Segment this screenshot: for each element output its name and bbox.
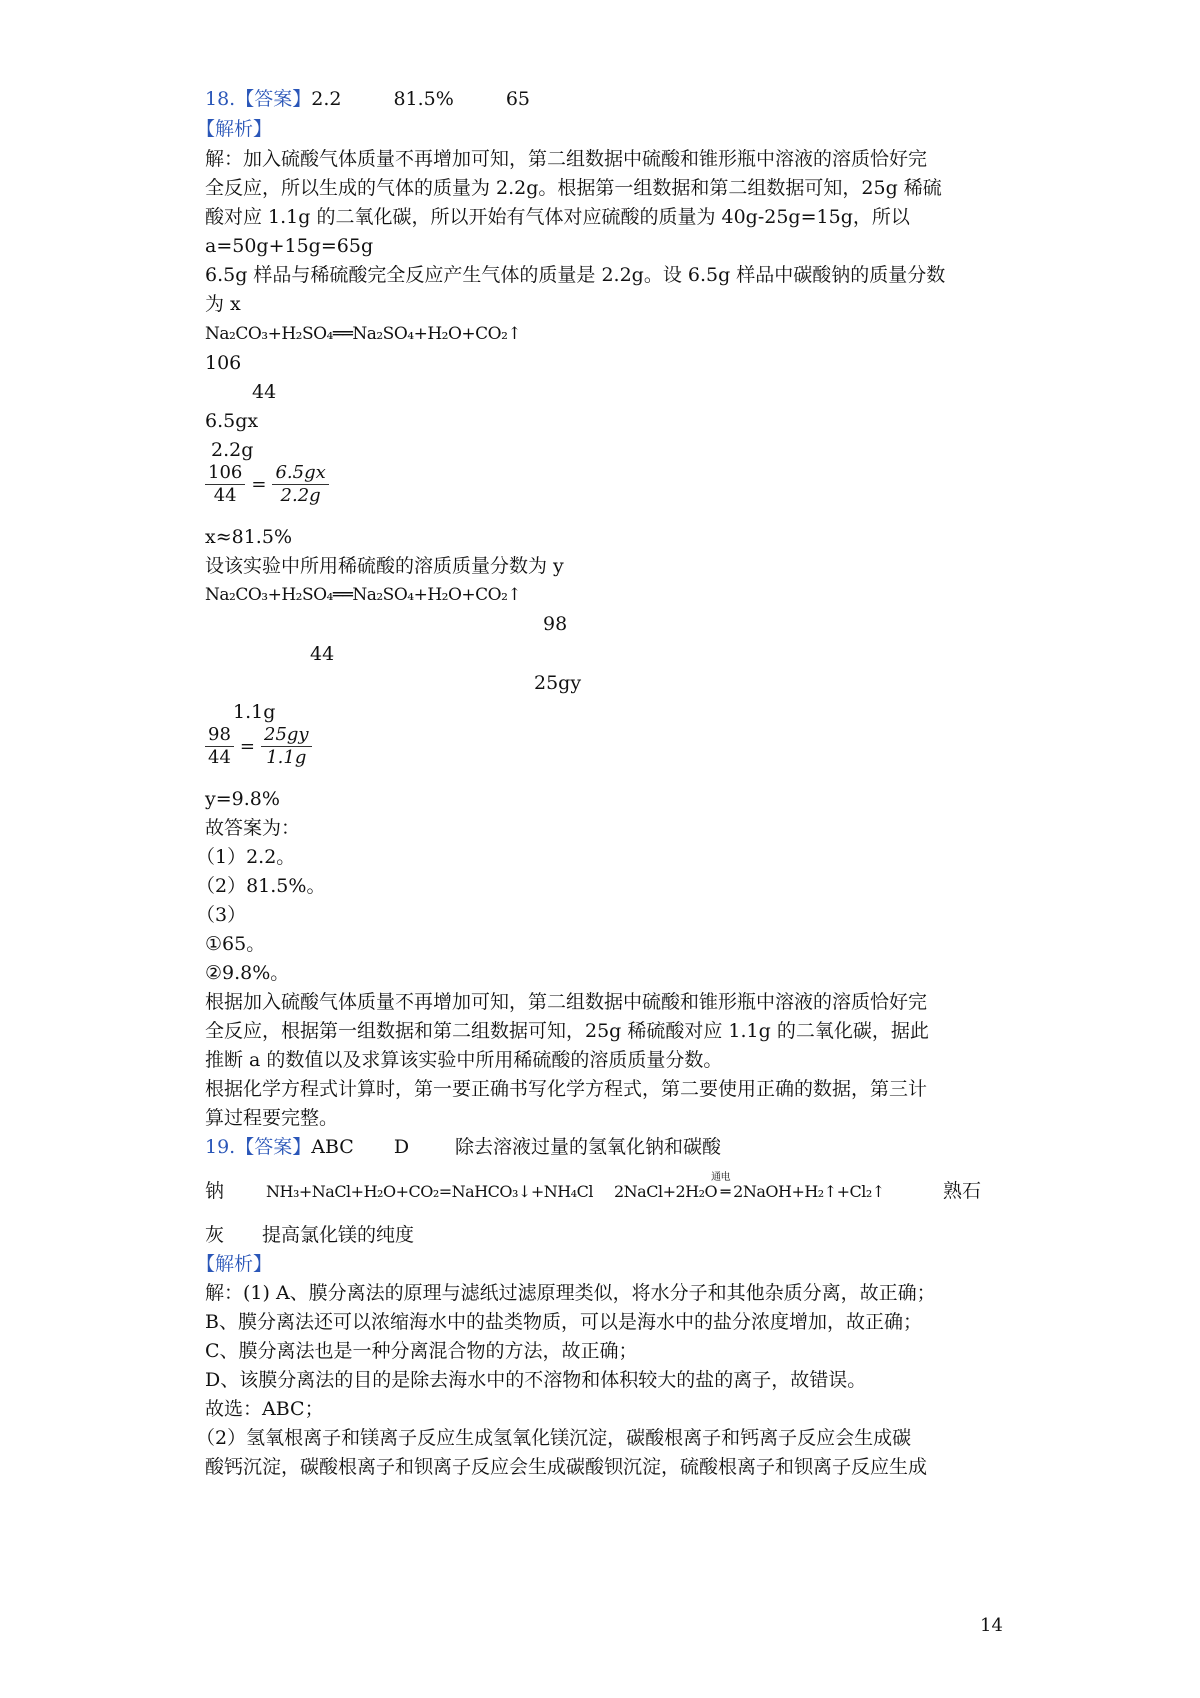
q19-a3: C、膜分离法也是一种分离混合物的方法，故正确； [205,1340,638,1362]
q19-ans-3-cont: 钠 [205,1180,225,1202]
eq2-rhs: Na₂SO₄+H₂O+CO₂↑ [352,585,522,605]
q19-a4: D、该膜分离法的目的是除去海水中的不溶物和体积较大的盐的离子，故错误。 [205,1369,867,1391]
q18-answer-3: 65 [505,88,530,110]
frac2-right [261,724,312,769]
q18-final-3a: ①65。 [205,933,266,955]
q19-a1: 解：(1) A、膜分离法的原理与滤纸过滤原理类似，将水分子和其他杂质分离，故正确； [205,1282,936,1304]
q18-sum2-l1: 根据化学方程式计算时，第一要正确书写化学方程式，第二要使用正确的数据，第三计 [205,1078,928,1100]
q18-answer-line [205,86,530,112]
q19-a5: 故选：ABC； [205,1398,324,1420]
q18-mass-106: 106 [205,352,242,374]
q18-set-y: 设该实验中所用稀硫酸的溶质质量分数为 y [205,555,564,577]
frac1-right [272,462,328,507]
q18-p1-l4: a=50g+15g=65g [205,235,374,257]
eq1-rhs: Na₂SO₄+H₂O+CO₂↑ [352,324,522,344]
q19-answer-tag: 【答案】 [235,1136,312,1158]
q19-ans-2: D [393,1136,410,1158]
q18-sum1-l2: 全反应，根据第一组数据和第二组数据可知，25g 稀硫酸对应 1.1g 的二氧化碳，据此 [205,1020,929,1042]
q18-p2-l1: 6.5g 样品与稀硫酸完全反应产生气体的质量是 2.2g。设 6.5g 样品中碳酸钠的质量分数 [205,264,946,286]
eq1-lhs: Na₂CO₃+H₂SO₄ [205,324,333,344]
frac2-num-left: 98 [208,724,231,745]
q18-equation-1 [205,321,521,347]
q19-ans-5-lhs: 2NaCl+2H₂O [614,1182,718,1201]
q18-answer-tag: 【答案】 [235,88,312,110]
q18-final-3: （3） [196,904,247,926]
q19-number: 19. [205,1136,236,1158]
q18-answer-1: 2.2 [311,88,342,110]
q19-ans-4: NH₃+NaCl+H₂O+CO₂=NaHCO₃↓+NH₄Cl [266,1182,593,1201]
q19-ans-6-cont: 灰 [205,1224,225,1246]
q18-sum2-l2: 算过程要完整。 [205,1107,339,1129]
q18-mass-44: 44 [252,381,277,403]
q19-analysis-tag: 【解析】 [196,1253,273,1275]
frac2-den-right: 1.1g [266,747,307,768]
q18-number: 18. [205,88,236,110]
frac1-num-left: 106 [208,462,243,483]
q18-fraction-1: 106 44 = 6.5gx 2.2g [205,462,329,507]
q18-mass-98: 98 [543,613,568,635]
frac2-left [205,724,234,769]
eq1-arrow: ══ [332,324,353,344]
eq2-lhs: Na₂CO₃+H₂SO₄ [205,585,333,605]
q19-answer-line [205,1134,721,1160]
q18-mass-44b: 44 [310,643,335,665]
q19-answer-line-2 [205,1178,224,1204]
frac1-num-right: 6.5gx [275,462,326,483]
q18-mass-1-1g: 1.1g [233,701,276,723]
q18-mass-25gy: 25gy [534,672,582,694]
q18-p1-l2: 全反应，所以生成的气体的质量为 2.2g。根据第一组数据和第二组数据可知，25g 稀硫 [205,177,942,199]
q18-sum1-l1: 根据加入硫酸气体质量不再增加可知，第二组数据中硫酸和锥形瓶中溶液的溶质恰好完 [205,991,928,1013]
q18-p1-l3: 酸对应 1.1g 的二氧化碳，所以开始有气体对应硫酸的质量为 40g-25g=15g，所以 [205,206,910,228]
q18-p2-l2: 为 x [205,293,241,315]
q19-a6: （2）氢氧根离子和镁离子反应生成氢氧化镁沉淀，碳酸根离子和钙离子反应会生成碳 [196,1427,912,1449]
q18-final-intro: 故答案为： [205,817,301,839]
q19-ans-3: 除去溶液过量的氢氧化钠和碳酸 [455,1136,722,1158]
q19-a2: B、膜分离法还可以浓缩海水中的盐类物质，可以是海水中的盐分浓度增加，故正确； [205,1311,922,1333]
q19-ans-1: ABC [311,1136,354,1158]
frac1-den-left: 44 [213,485,237,506]
eq2-arrow: ══ [332,585,353,605]
q18-x-result: x≈81.5% [205,526,292,548]
q18-y-result: y=9.8% [205,788,280,810]
q19-answer-line-3 [205,1222,414,1248]
page-number: 14 [980,1615,1003,1636]
frac1-den-right: 2.2g [280,485,321,506]
q18-mass-2-2g: 2.2g [211,439,254,461]
q18-sum1-l3: 推断 a 的数值以及求算该实验中所用稀硫酸的溶质质量分数。 [205,1049,723,1071]
q18-analysis-tag: 【解析】 [196,118,273,140]
q18-equation-2 [205,582,521,608]
frac1-left [205,462,245,507]
q19-ans-5: 2NaCl+2H₂O 通电 ═ 2NaOH+H₂↑+Cl₂↑ [614,1179,885,1205]
q18-final-3b: ②9.8%。 [205,962,290,984]
q19-ans-5-rhs: 2NaOH+H₂↑+Cl₂↑ [733,1182,885,1201]
q19-ans-5-cond: 通电 [711,1172,731,1183]
q19-ans-6: 熟石 [943,1180,982,1202]
q18-p1-l1: 解：加入硫酸气体质量不再增加可知，第二组数据中硫酸和锥形瓶中溶液的溶质恰好完 [205,148,928,170]
frac2-num-right: 25gy [264,724,309,745]
q18-answer-2: 81.5% [393,88,454,110]
q18-mass-6-5gx: 6.5gx [205,410,259,432]
q19-a7: 酸钙沉淀，碳酸根离子和钡离子反应会生成碳酸钡沉淀，硫酸根离子和钡离子反应生成 [205,1456,928,1478]
q18-final-1: （1）2.2。 [196,846,296,868]
frac2-den-left: 44 [208,747,231,768]
q18-final-2: （2）81.5%。 [196,875,326,897]
q19-ans-7: 提高氯化镁的纯度 [262,1224,415,1246]
q18-fraction-2: 98 44 = 25gy 1.1g [205,724,312,769]
